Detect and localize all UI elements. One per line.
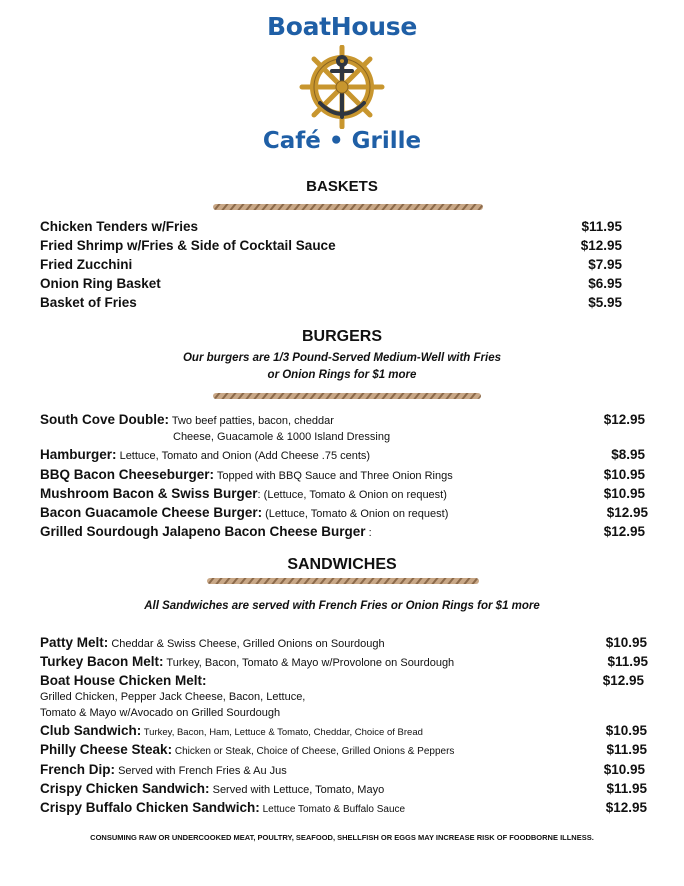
price: $10.95 bbox=[605, 723, 647, 738]
rope-divider bbox=[213, 391, 481, 401]
price: $7.95 bbox=[588, 257, 622, 272]
price: $5.95 bbox=[588, 295, 622, 310]
list-item: Fried Shrimp w/Fries & Side of Cocktail Sauce bbox=[40, 238, 336, 253]
health-warning: CONSUMING RAW OR UNDERCOOKED MEAT, POULTRY, SEAFOOD, SHELLFISH OR EGGS MAY INCREASE RISK OF FOODBORNE ILLNESS. bbox=[90, 833, 594, 842]
price: $8.95 bbox=[611, 447, 645, 462]
list-item: Turkey Bacon Melt: Turkey, Bacon, Tomato & Mayo w/Provolone on Sourdough bbox=[40, 654, 455, 669]
price: $11.95 bbox=[606, 781, 647, 796]
list-item: South Cove Double: Two beef patties, bacon, cheddar bbox=[40, 412, 334, 427]
price: $10.95 bbox=[603, 762, 645, 777]
list-item: Grilled Sourdough Jalapeno Bacon Cheese Burger : bbox=[40, 524, 372, 539]
list-item: Bacon Guacamole Cheese Burger: (Lettuce, Tomato & Onion on request) bbox=[40, 505, 449, 520]
brand-subtitle: Café • Grille bbox=[262, 128, 422, 154]
price: $12.95 bbox=[602, 673, 644, 688]
price: $12.95 bbox=[603, 412, 645, 427]
list-item: Patty Melt: Cheddar & Swiss Cheese, Grilled Onions on Sourdough bbox=[40, 635, 385, 650]
list-item: Boat House Chicken Melt: bbox=[40, 673, 207, 688]
burgers-note: or Onion Rings for $1 more bbox=[267, 369, 417, 381]
list-item: Philly Cheese Steak: Chicken or Steak, Choice of Cheese, Grilled Onions & Peppers bbox=[40, 742, 455, 757]
baskets-title: BASKETS bbox=[306, 178, 378, 195]
price: $10.95 bbox=[603, 467, 645, 482]
rope-divider bbox=[207, 576, 479, 586]
item-description: Tomato & Mayo w/Avocado on Grilled Sourdough bbox=[40, 707, 281, 719]
price: $11.95 bbox=[607, 654, 648, 669]
sandwiches-note: All Sandwiches are served with French Fries or Onion Rings for $1 more bbox=[144, 600, 540, 612]
burgers-title: BURGERS bbox=[301, 328, 382, 345]
price: $12.95 bbox=[606, 505, 648, 520]
list-item: Hamburger: Lettuce, Tomato and Onion (Add Cheese .75 cents) bbox=[40, 447, 371, 462]
price: $11.95 bbox=[581, 219, 622, 234]
sandwiches-title: SANDWICHES bbox=[287, 556, 397, 573]
list-item: Club Sandwich: Turkey, Bacon, Ham, Lettuce & Tomato, Cheddar, Choice of Bread bbox=[40, 723, 423, 738]
price: $6.95 bbox=[588, 276, 622, 291]
price: $12.95 bbox=[605, 800, 647, 815]
list-item: French Dip: Served with French Fries & Au Jus bbox=[40, 762, 287, 777]
price: $12.95 bbox=[603, 524, 645, 539]
list-item: Fried Zucchini bbox=[40, 257, 133, 272]
price: $10.95 bbox=[605, 635, 647, 650]
item-description: Cheese, Guacamole & 1000 Island Dressing bbox=[173, 431, 391, 443]
list-item: Crispy Chicken Sandwich: Served with Lettuce, Tomato, Mayo bbox=[40, 781, 385, 796]
price: $11.95 bbox=[606, 742, 647, 757]
list-item: BBQ Bacon Cheeseburger: Topped with BBQ Sauce and Three Onion Rings bbox=[40, 467, 453, 482]
ship-wheel-anchor-icon bbox=[292, 45, 392, 129]
burgers-note: Our burgers are 1/3 Pound-Served Medium-Well with Fries bbox=[182, 352, 502, 364]
list-item: Crispy Buffalo Chicken Sandwich: Lettuce Tomato & Buffalo Sauce bbox=[40, 800, 406, 815]
item-description: Grilled Chicken, Pepper Jack Cheese, Bacon, Lettuce, bbox=[40, 691, 306, 703]
list-item: Onion Ring Basket bbox=[40, 276, 161, 291]
brand-title: BoatHouse bbox=[266, 12, 418, 41]
price: $10.95 bbox=[603, 486, 645, 501]
list-item: Chicken Tenders w/Fries bbox=[40, 219, 199, 234]
list-item: Basket of Fries bbox=[40, 295, 137, 310]
price: $12.95 bbox=[580, 238, 622, 253]
rope-divider bbox=[213, 202, 483, 212]
list-item: Mushroom Bacon & Swiss Burger: (Lettuce, Tomato & Onion on request) bbox=[40, 486, 447, 501]
